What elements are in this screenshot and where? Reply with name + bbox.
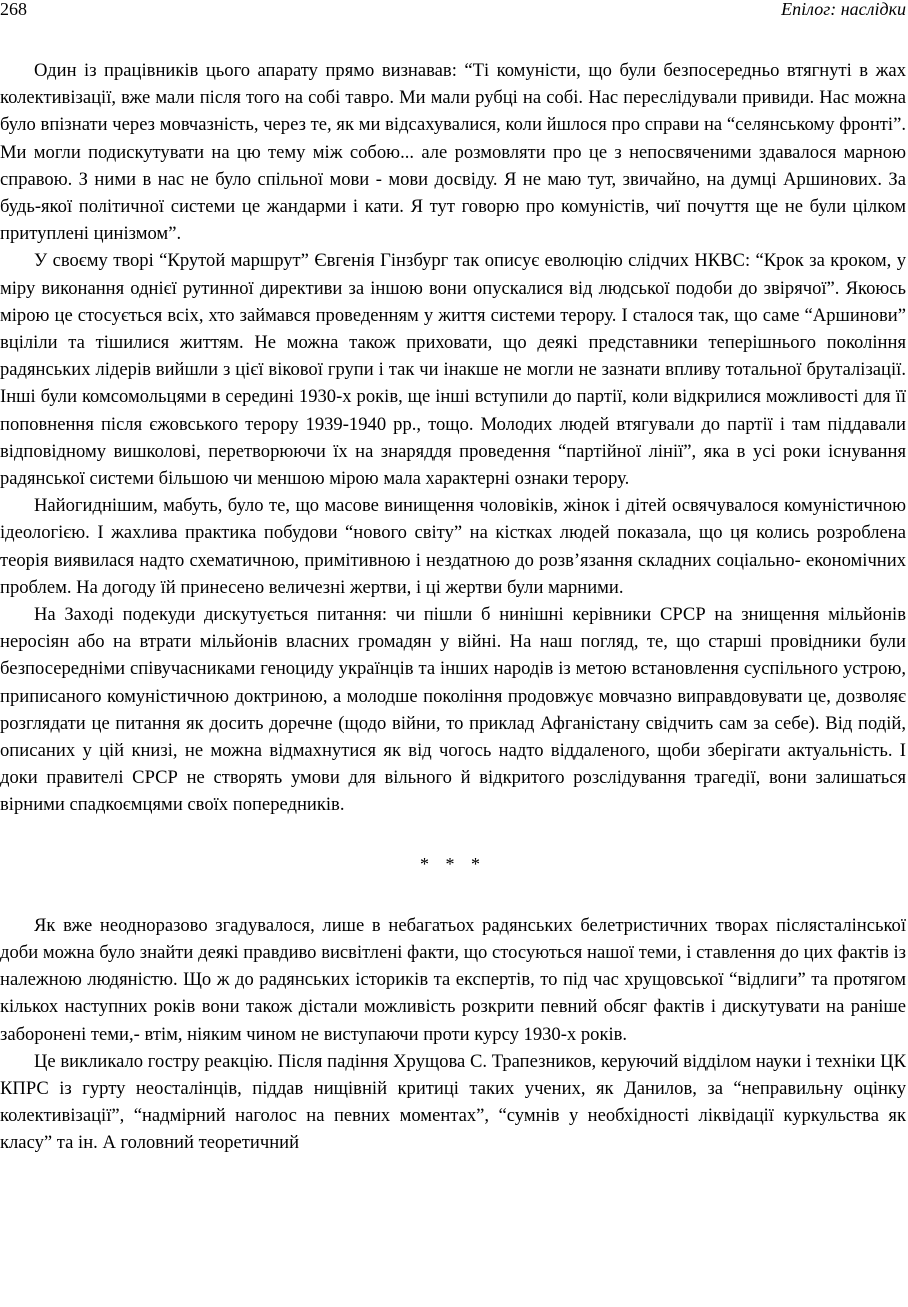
paragraph: Це викликало гостру реакцію. Після падіння Хрущова С. Трапезников, керуючий відділом науки і техніки ЦК КПРС із гурту неосталінців, піддав нищівній критиці таких учених, як Данилов, за “неправильну оцінку колективізації”, “надмірний наголос на певних моментах”, “сумнів у необхідності ліквідації куркульства як класу” та ін. А головний теоретичний [0, 1050, 906, 1154]
paragraph: На Заході подекуди дискутується питання: чи пішли б нинішні керівники СРСР на знищення мільйонів неросіян або на втрати мільйонів власних громадян у війні. На наш погляд, те, що старші провідники були безпосередніми співучасниками геноциду українців та інших народів із метою встановлення суспільного устрою, приписаного комуністичною доктриною, а молодше покоління продовжує мовчазно виправдовувати це, дозволяє розглядати це питання як досить доречне (щодо війни, то приклад Афганістану свідчить сам за себе). Від подій, описаних у цій книзі, не можна відмахнутися як від чогось надто віддаленого, щоби зберігати актуальність. І доки правителі СРСР не створять умови для вільного й відкритого розслідування трагедії, вони залишаться вірними спадкоємцями своїх попередників. [0, 604, 906, 816]
section-separator: * * * [420, 853, 486, 874]
paragraph: Один із працівників цього апарату прямо визнавав: “Ті комуністи, що були безпосередньо втягнуті в жах колективізації, вже мали після того на собі тавро. Ми мали рубці на собі. Нас переслідували привиди. Нас можна було впізнати через мовчазність, через те, як ми відсахувалися, коли йшлося про справи на “селянському фронті”. Ми могли подискутувати на цю тему між собою... але розмовляти про це з непосвяченими здавалося марною справою. З ними в нас не було спільної мови - мови досвіду. Я не маю тут, звичайно, на думці Аршинових. За будь-якої політичної системи це жандарми і кати. Я тут говорю про комуністів, чиї почуття ще не були цілком притуплені цинізмом”. [0, 60, 906, 245]
paragraph: Найогиднішим, мабуть, було те, що масове винищення чоловіків, жінок і дітей освячувалося комуністичною ідеологією. І жахлива практика побудови “нового світу” на кістках людей показала, що ця колись розроблена теорія виявилася надто схематичною, примітивною і нездатною до розв’язання складних соціально- економічних проблем. На догоду їй принесено величезні жертви, і ці жертви були марними. [0, 495, 906, 598]
running-head [0, 0, 906, 20]
page-number: 268 [0, 0, 27, 19]
running-title: Епілог: наслідки [781, 0, 906, 19]
paragraph: У своєму творі “Крутой маршрут” Євгенія Гінзбург так описує еволюцію слідчих НКВС: “Крок за кроком, у міру виконання однієї рутинної директиви за іншою вони опускалися від людської подоби до звірячої”. Якоюсь мірою це стосується всіх, хто займався проведенням у життя системи терору. І сталося так, що саме “Аршинови” вціліли та тішилися життям. Не можна також приховати, що деякі представники теперішнього покоління радянських лідерів вийшли з цієї вікової групи і так чи інакше не могли не зазнати впливу тотальної бруталізації. Інші були комсомольцями в середині 1930-х років, ще інші вступили до партії, коли відкрилися можливості для її поповнення після єжовського терору 1939-1940 рр., тощо. Молодих людей втягували до партії і там піддавали відповідному вишколові, перетворюючи їх на знаряддя проведення “партійної лінії”, яка в усі роки існування радянської системи більшою чи меншою мірою мала характерні ознаки терору. [0, 250, 906, 490]
body-text [0, 57, 906, 1157]
paragraph: Як вже неодноразово згадувалося, лише в небагатьох радянських белетристичних творах післясталінської доби можна було знайти деякі правдиво висвітлені факти, що стосуються нашої теми, і ставлення до цих фактів із належною людяністю. Що ж до радянських істориків та експертів, то під час хрущовської “відлиги” та протягом кількох наступних років вони також дістали можливість розкрити певний обсяг фактів і дискутувати на раніше заборонені теми,- втім, ніяким чином не виступаючи проти курсу 1930-х років. [0, 914, 906, 1045]
